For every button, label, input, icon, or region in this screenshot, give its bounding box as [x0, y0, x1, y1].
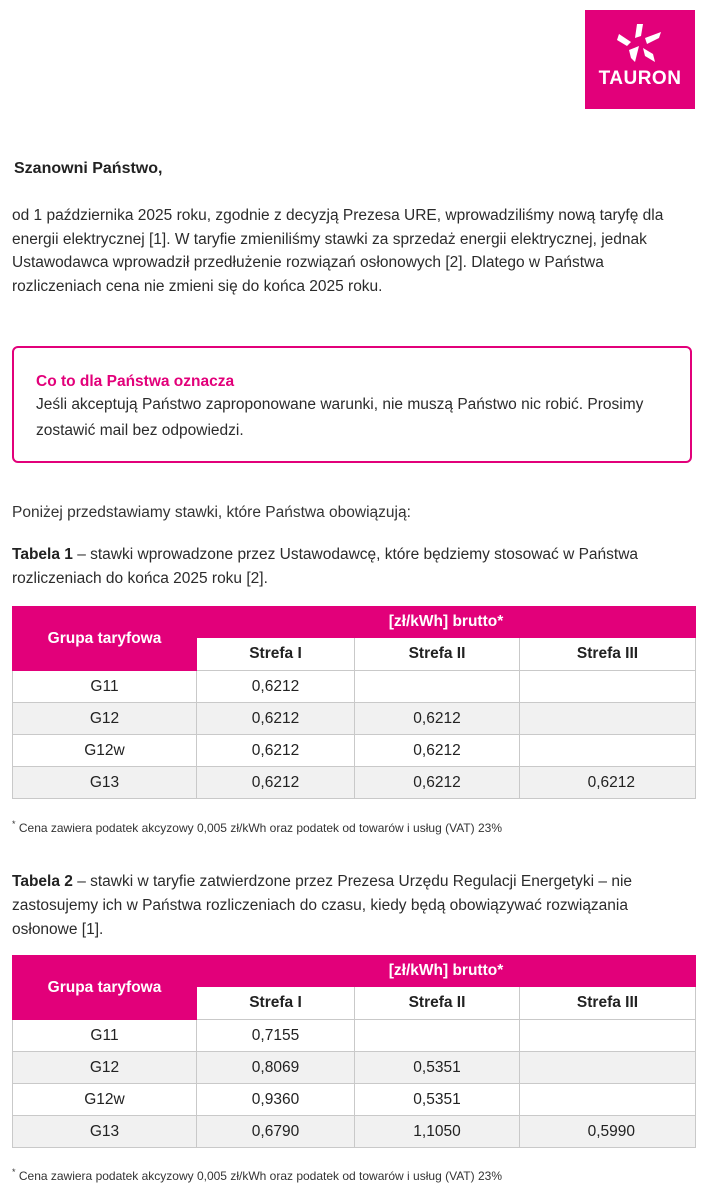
row-zone-1: 0,6212 — [197, 767, 355, 799]
table-2-label: Tabela 2 — [12, 873, 73, 890]
row-zone-1: 0,6790 — [197, 1116, 355, 1148]
header-group: Grupa taryfowa — [13, 956, 197, 1020]
row-zone-1: 0,6212 — [197, 735, 355, 767]
header-unit: [zł/kWh] brutto* — [197, 956, 696, 987]
tauron-star-icon — [615, 22, 665, 66]
header-zone-1: Strefa I — [197, 638, 355, 671]
row-group: G11 — [13, 671, 197, 703]
table-1-caption — [12, 543, 692, 591]
table-row — [13, 1052, 696, 1084]
row-zone-3: 0,5990 — [520, 1116, 696, 1148]
row-group: G12w — [13, 1084, 197, 1116]
row-zone-3: 0,6212 — [520, 767, 696, 799]
row-group: G11 — [13, 1020, 197, 1052]
row-zone-1: 0,6212 — [197, 703, 355, 735]
table-row — [13, 1020, 696, 1052]
table-row — [13, 735, 696, 767]
row-zone-2: 0,6212 — [355, 735, 520, 767]
row-zone-3 — [520, 1052, 696, 1084]
rates-table-2 — [12, 955, 696, 1148]
brand-name: TAURON — [598, 68, 682, 89]
row-group: G12w — [13, 735, 197, 767]
row-zone-1: 0,8069 — [197, 1052, 355, 1084]
table-row — [13, 671, 696, 703]
header-zone-1: Strefa I — [197, 987, 355, 1020]
row-group: G12 — [13, 703, 197, 735]
header-zone-3: Strefa III — [520, 987, 696, 1020]
table-1-caption-text: – stawki wprowadzone przez Ustawodawcę, które będziemy stosować w Państwa rozliczeniach do końca 2025 roku [2]. — [12, 546, 639, 587]
row-zone-1: 0,6212 — [197, 671, 355, 703]
rates-table-1 — [12, 606, 696, 799]
header-zone-2: Strefa II — [355, 987, 520, 1020]
table-1-label: Tabela 1 — [12, 546, 73, 563]
row-zone-3 — [520, 735, 696, 767]
row-group: G13 — [13, 767, 197, 799]
table-2-caption-text: – stawki w taryfie zatwierdzone przez Prezesa Urzędu Regulacji Energetyki – nie zastosujemy ich w Państwa rozliczeniach do czasu, kiedy będą obowiązywać rozwiązania osłonowe [1]. — [12, 873, 633, 938]
notice-box — [12, 346, 692, 463]
row-zone-1: 0,9360 — [197, 1084, 355, 1116]
header-zone-3: Strefa III — [520, 638, 696, 671]
tauron-logo — [585, 10, 695, 109]
notice-title: Co to dla Państwa oznacza — [36, 373, 235, 390]
row-zone-3 — [520, 1084, 696, 1116]
row-zone-2 — [355, 1020, 520, 1052]
row-zone-2: 0,5351 — [355, 1084, 520, 1116]
row-zone-3 — [520, 671, 696, 703]
table-row — [13, 1084, 696, 1116]
header-group: Grupa taryfowa — [13, 607, 197, 671]
notice-body: Jeśli akceptują Państwo zaproponowane warunki, nie muszą Państwo nic robić. Prosimy zostawić mail bez odpowiedzi. — [36, 396, 644, 439]
row-zone-3 — [520, 1020, 696, 1052]
table-row — [13, 703, 696, 735]
table-row — [13, 1116, 696, 1148]
rates-intro: Poniżej przedstawiamy stawki, które Państwa obowiązują: — [12, 504, 411, 521]
row-zone-2: 0,5351 — [355, 1052, 520, 1084]
intro-paragraph: od 1 października 2025 roku, zgodnie z decyzją Prezesa URE, wprowadziliśmy nową taryfę dla energii elektrycznej [1]. W taryfie zmieniliśmy stawki za sprzedaż energii elektrycznej, jednak Ustawodawca wprowadził przedłużenie rozwiązań osłonowych [2]. Dlatego w Państwa rozliczeniach cena nie zmieni się do końca 2025 roku. — [12, 207, 664, 295]
row-zone-3 — [520, 703, 696, 735]
table-2-caption — [12, 870, 692, 942]
row-zone-2 — [355, 671, 520, 703]
row-zone-1: 0,7155 — [197, 1020, 355, 1052]
row-zone-2: 0,6212 — [355, 703, 520, 735]
table-2-footnote: * Cena zawiera podatek akcyzowy 0,005 zł/kWh oraz podatek od towarów i usług (VAT) 23% — [12, 1167, 502, 1183]
row-group: G13 — [13, 1116, 197, 1148]
table-row — [13, 767, 696, 799]
row-group: G12 — [13, 1052, 197, 1084]
row-zone-2: 1,1050 — [355, 1116, 520, 1148]
table-1-footnote: * Cena zawiera podatek akcyzowy 0,005 zł/kWh oraz podatek od towarów i usług (VAT) 23% — [12, 819, 502, 835]
header-zone-2: Strefa II — [355, 638, 520, 671]
row-zone-2: 0,6212 — [355, 767, 520, 799]
header-unit: [zł/kWh] brutto* — [197, 607, 696, 638]
greeting: Szanowni Państwo, — [14, 160, 163, 177]
